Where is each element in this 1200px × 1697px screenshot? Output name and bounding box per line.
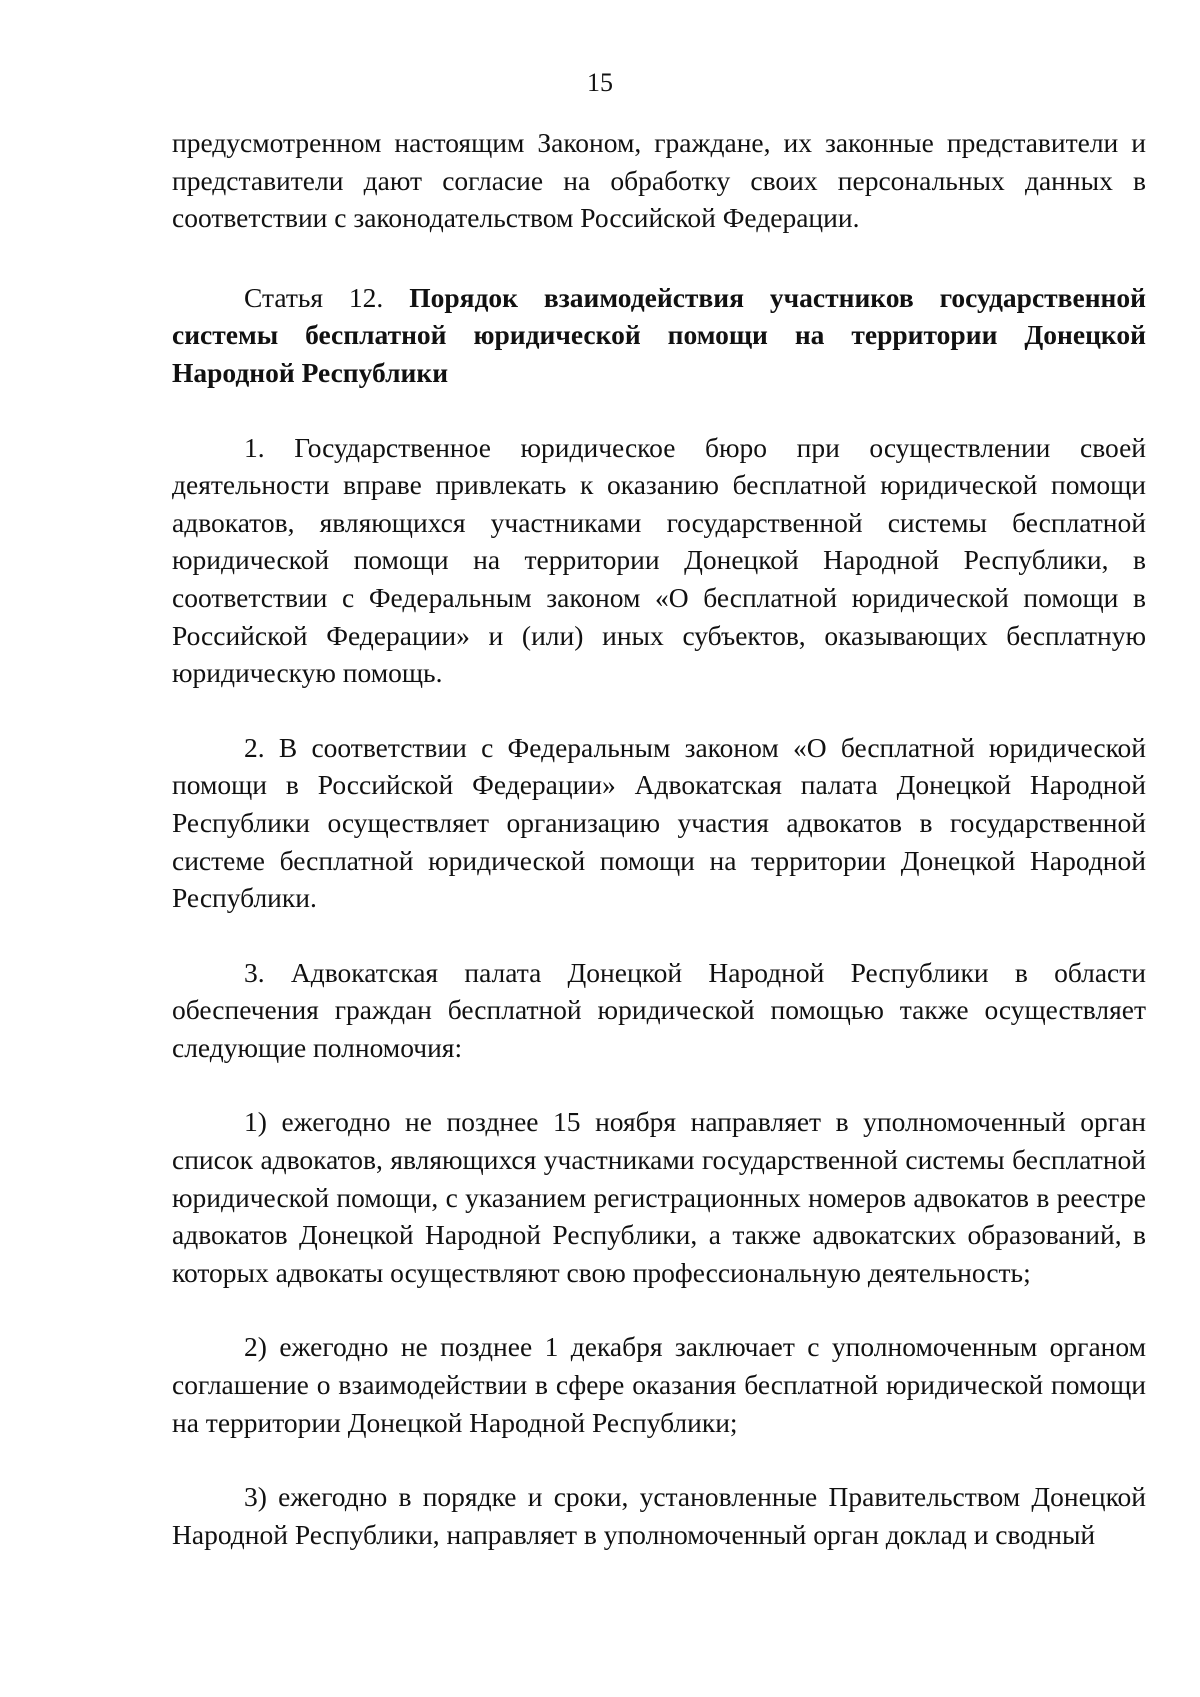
article-heading (172, 279, 1146, 392)
list-item-1: 1) ежегодно не позднее 15 ноября направляет в уполномоченный орган список адвокатов, являющихся участниками государственной системы бесплатной юридической помощи, с указанием регистрационных номеров адвокатов в реестре адвокатов Донецкой Народной Республики, а также адвокатских образований, в которых адвокаты осуществляют свою профессиональную деятельность; (172, 1106, 1146, 1288)
paragraph-2: 2. В соответствии с Федеральным законом «О бесплатной юридической помощи в Российской Федерации» Адвокатская палата Донецкой Народной Республики осуществляет организацию участия адвокатов в государственной системе бесплатной юридической помощи на территории Донецкой Народной Республики. (172, 731, 1146, 914)
intro-paragraph: предусмотренном настоящим Законом, граждане, их законные представители и представители дают согласие на обработку своих персональных данных в соответствии с законодательством Российской Федерации. (172, 127, 1146, 234)
page-number: 15 (587, 68, 613, 97)
list-item-2: 2) ежегодно не позднее 1 декабря заключает с уполномоченным органом соглашение о взаимодействии в сфере оказания бесплатной юридической помощи на территории Донецкой Народной Республики; (172, 1331, 1146, 1438)
paragraph-1: 1. Государственное юридическое бюро при осуществлении своей деятельности вправе привлекать к оказанию бесплатной юридической помощи адвокатов, являющихся участниками государственной системы бесплатной юридической помощи на территории Донецкой Народной Республики, в соответствии с Федеральным законом «О бесплатной юридической помощи в Российской Федерации» и (или) иных субъектов, оказывающих бесплатную юридическую помощь. (172, 431, 1146, 689)
document-body (172, 124, 1146, 1553)
paragraph-3: 3. Адвокатская палата Донецкой Народной Республики в области обеспечения граждан бесплатной юридической помощью также осуществляет следующие полномочия: (172, 956, 1146, 1063)
article-title: Порядок взаимодействия участников государственной системы бесплатной юридической помощи на территории Донецкой Народной Республики (172, 281, 1146, 388)
list-item-3: 3) ежегодно в порядке и сроки, установленные Правительством Донецкой Народной Республики, направляет в уполномоченный орган доклад и сводный (172, 1481, 1146, 1550)
article-number: Статья 12. (244, 281, 384, 313)
